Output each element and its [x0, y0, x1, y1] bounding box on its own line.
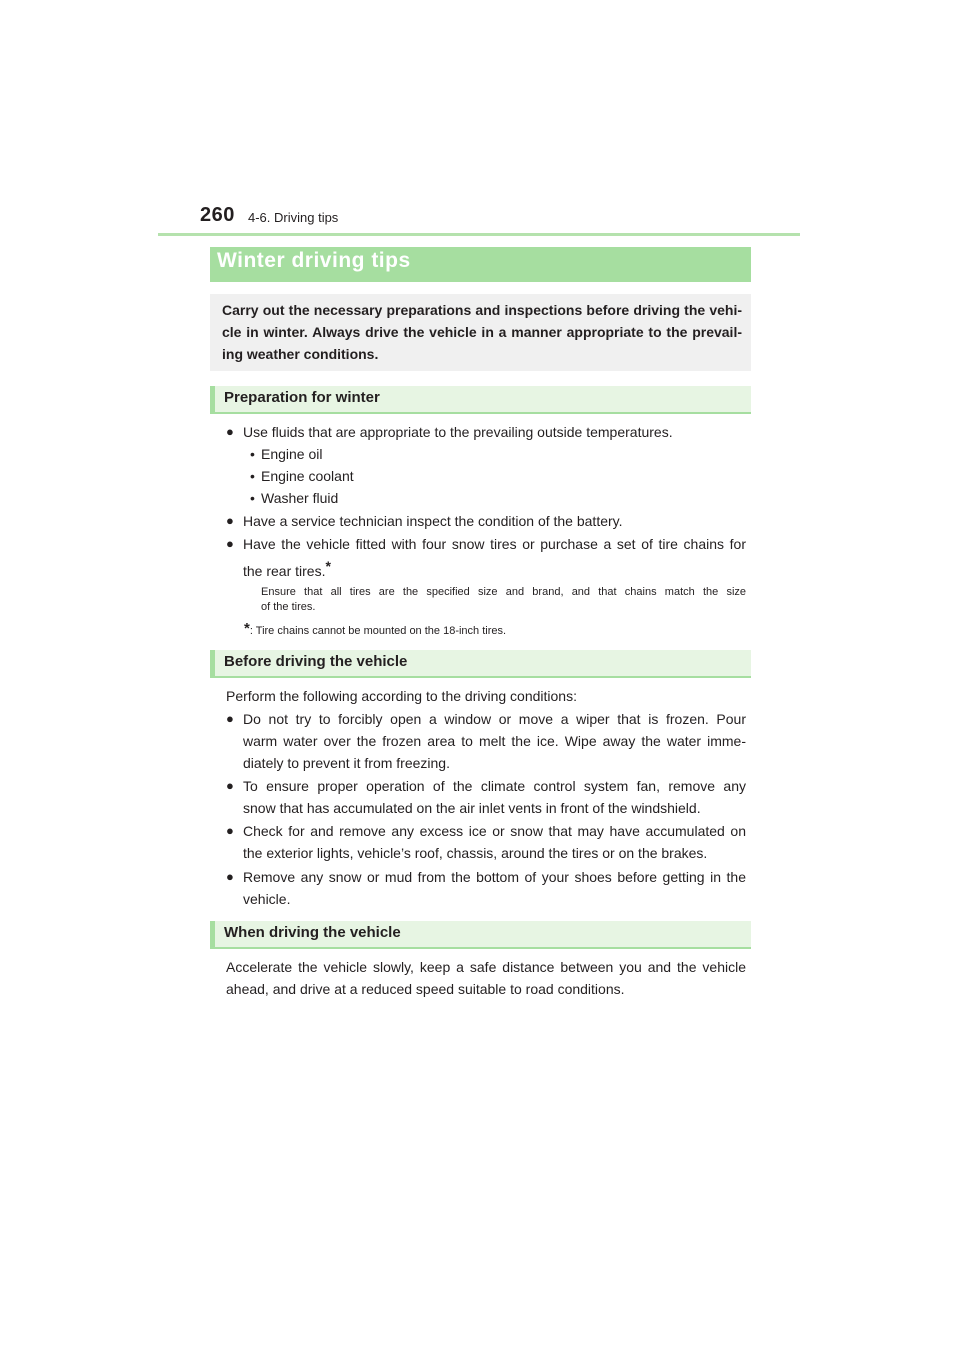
list-item: Do not try to forcibly open a window or move a wiper that is frozen. Pour: [243, 711, 746, 727]
asterisk-mark: *: [325, 558, 331, 574]
paragraph-line: Accelerate the vehicle slowly, keep a safe distance between you and the vehicle: [226, 959, 746, 975]
sub-list-item: Washer fluid: [261, 490, 339, 506]
bullet-icon: ●: [226, 869, 234, 884]
sub-bullet-icon: •: [250, 468, 255, 484]
intro-line: Carry out the necessary preparations and inspections before driving the vehi-: [222, 302, 742, 318]
list-item-continued: diately to prevent it from freezing.: [243, 755, 450, 771]
lead-paragraph: Perform the following according to the driving conditions:: [226, 688, 577, 704]
list-item: Remove any snow or mud from the bottom of your shoes before getting in the: [243, 869, 746, 885]
sub-bullet-icon: •: [250, 446, 255, 462]
list-item-continued: vehicle.: [243, 891, 291, 907]
footnote-mark: *: [244, 620, 250, 637]
list-item-continued: [243, 555, 331, 582]
intro-text: [222, 299, 742, 365]
bullet-icon: ●: [226, 536, 234, 551]
list-item-continued: warm water over the frozen area to melt the ice. Wipe away the water imme-: [243, 733, 746, 749]
list-item: Check for and remove any excess ice or snow that may have accumulated on: [243, 823, 746, 839]
sub-bullet-icon: •: [250, 490, 255, 506]
sub-list-item: Engine coolant: [261, 468, 354, 484]
list-item: Have a service technician inspect the condition of the battery.: [243, 513, 623, 529]
bullet-icon: ●: [226, 513, 234, 528]
intro-line: ing weather conditions.: [222, 346, 379, 362]
subhead-when-driving: [210, 921, 751, 949]
title-bar: [210, 247, 751, 282]
footnote: [244, 621, 506, 639]
bullet-icon: ●: [226, 778, 234, 793]
intro-box: [210, 294, 751, 371]
list-item-text: the rear tires.: [243, 563, 326, 579]
note-line: Ensure that all tires are the specified size and brand, and that chains match the size: [261, 586, 746, 598]
list-item: Use fluids that are appropriate to the prevailing outside temperatures.: [243, 424, 673, 440]
subhead-label: When driving the vehicle: [224, 924, 401, 941]
subhead-before-driving: [210, 650, 751, 678]
bullet-icon: ●: [226, 823, 234, 838]
note-line: of the tires.: [261, 601, 316, 613]
list-item-continued: the exterior lights, vehicle’s roof, chassis, around the tires or on the brakes.: [243, 845, 708, 861]
page-title: Winter driving tips: [217, 249, 411, 272]
list-item-continued: snow that has accumulated on the air inlet vents in front of the windshield.: [243, 800, 701, 816]
sub-list-item: Engine oil: [261, 446, 323, 462]
page-number: 260: [200, 204, 235, 226]
section-label: 4-6. Driving tips: [248, 210, 339, 225]
paragraph-line: ahead, and drive at a reduced speed suitable to road conditions.: [226, 981, 625, 997]
subhead-label: Before driving the vehicle: [224, 653, 408, 670]
subhead-preparation: [210, 386, 751, 414]
header-rule: [158, 233, 800, 236]
list-item: Have the vehicle fitted with four snow tires or purchase a set of tire chains for: [243, 536, 746, 552]
subhead-label: Preparation for winter: [224, 389, 380, 406]
list-item: To ensure proper operation of the climate control system fan, remove any: [243, 778, 746, 794]
bullet-icon: ●: [226, 711, 234, 726]
bullet-icon: ●: [226, 424, 234, 439]
footnote-text: : Tire chains cannot be mounted on the 18-inch tires.: [249, 625, 507, 637]
intro-line: cle in winter. Always drive the vehicle in a manner appropriate to the prevail-: [222, 324, 742, 340]
